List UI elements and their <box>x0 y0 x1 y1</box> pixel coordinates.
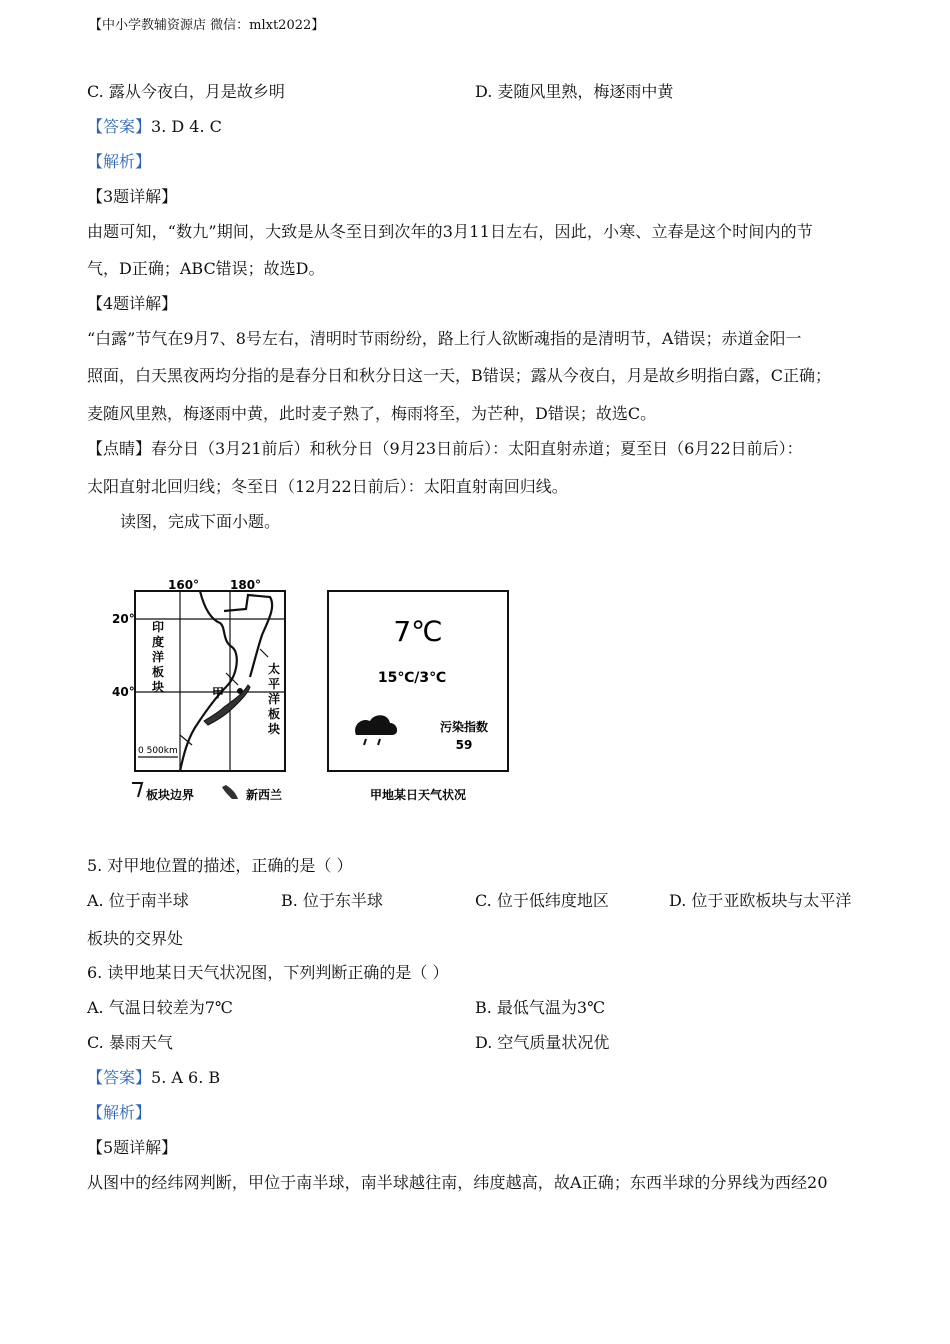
option-d: D. 麦随风里熟，梅逐雨中黄 <box>475 82 674 101</box>
point-jia-label: 甲 <box>212 686 225 700</box>
lat-40-label: 40° <box>112 685 135 699</box>
figure-svg <box>100 545 550 830</box>
q6-option-b: B. 最低气温为3℃ <box>475 998 606 1017</box>
analysis-tag: 【解析】 <box>87 1103 152 1122</box>
pollution-value: 59 <box>455 738 473 752</box>
answer-text: 5. A 6. B <box>151 1068 221 1087</box>
answer-line-1 <box>87 117 222 137</box>
plate-left-char: 板 <box>151 665 165 679</box>
answer-tag: 【答案】 <box>87 1068 152 1087</box>
weather-temp: 7℃ <box>393 615 443 648</box>
pollution-label: 污染指数 <box>439 720 489 734</box>
plate-right-label <box>268 661 280 736</box>
q4-detail-line3: 麦随风里熟，梅逐雨中黄，此时麦子熟了，梅雨将至，为芒种，D错误；故选C。 <box>87 404 657 423</box>
analysis-tag: 【解析】 <box>87 152 152 171</box>
q3-detail-title: 【3题详解】 <box>87 187 178 206</box>
plate-right-char: 板 <box>267 707 281 721</box>
intro-text: 读图，完成下面小题。 <box>120 512 281 531</box>
q5-stem: 5. 对甲地位置的描述，正确的是（ ） <box>87 856 353 875</box>
q5-option-d-cont: 板块的交界处 <box>87 929 184 948</box>
answer-text: 3. D 4. C <box>151 117 222 136</box>
answer-tag: 【答案】 <box>87 117 152 136</box>
weather-range: 15℃/3℃ <box>377 670 447 686</box>
plate-boundary-upper <box>224 595 272 677</box>
rain-cloud-icon <box>355 715 397 735</box>
q5-detail-title: 【5题详解】 <box>87 1138 178 1157</box>
plate-right-char: 平 <box>267 677 281 691</box>
option-c: C. 露从今夜白，月是故乡明 <box>87 82 285 101</box>
tip-line1: 【点睛】春分日（3月21前后）和秋分日（9月23日前后）：太阳直射赤道；夏至日（6月22日前后）： <box>87 439 803 458</box>
q4-detail-line1: “白露”节气在9月7、8号左右，清明时节雨纷纷，路上行人欲断魂指的是清明节，A错误；赤道金阳一 <box>87 329 802 348</box>
q6-option-d: D. 空气质量状况优 <box>475 1033 610 1052</box>
q3-detail-line2: 气，D正确；ABC错误；故选D。 <box>87 259 325 278</box>
arrow-left <box>226 673 238 685</box>
rain-drop <box>364 739 366 745</box>
legend-boundary-label: 板块边界 <box>146 788 195 802</box>
boundary-legend-icon <box>132 783 142 797</box>
plate-right-char: 块 <box>267 722 281 736</box>
q4-detail-line2: 照面，白天黑夜两均分指的是春分日和秋分日这一天，B错误；露从今夜白，月是故乡明指白露，C正确； <box>87 366 832 385</box>
arrow-right <box>260 649 268 657</box>
lat-20-label: 20° <box>112 612 135 626</box>
plate-left-char: 洋 <box>151 650 165 664</box>
page-header: 【中小学教辅资源店 微信：mlxt2022】 <box>89 18 325 33</box>
q3-detail-line1: 由题可知，“数九”期间，大致是从冬至日到次年的3月11日左右，因此，小寒、立春是这个时间内的节 <box>87 222 813 241</box>
rain-drop <box>378 739 380 745</box>
nz-legend-icon <box>222 785 238 799</box>
q6-option-c: C. 暴雨天气 <box>87 1033 173 1052</box>
point-jia-marker <box>237 688 243 694</box>
weather-caption: 甲地某日天气状况 <box>369 788 467 802</box>
plate-left-char: 块 <box>151 680 165 694</box>
scale-label: 0 500km <box>138 746 178 756</box>
plate-boundary-line <box>180 591 237 771</box>
lon-180-label: 180° <box>230 578 262 592</box>
plate-left-char: 印 <box>151 620 165 634</box>
q6-option-a: A. 气温日较差为7℃ <box>87 998 233 1017</box>
plate-left-label <box>152 619 164 694</box>
q5-option-b: B. 位于东半球 <box>281 891 383 910</box>
lon-160-label: 160° <box>168 578 200 592</box>
q5-option-d: D. 位于亚欧板块与太平洋 <box>669 891 852 910</box>
tip-line2: 太阳直射北回归线；冬至日（12月22日前后）：太阳直射南回归线。 <box>87 477 568 496</box>
q6-stem: 6. 读甲地某日天气状况图，下列判断正确的是（ ） <box>87 963 449 982</box>
map-and-weather-figure <box>100 545 550 834</box>
plate-left-char: 度 <box>151 635 165 649</box>
plate-right-char: 洋 <box>267 692 281 706</box>
legend-nz-label: 新西兰 <box>246 788 283 802</box>
plate-right-char: 太 <box>267 662 281 676</box>
q5-option-a: A. 位于南半球 <box>87 891 189 910</box>
answer-line-2 <box>87 1068 220 1088</box>
q5-option-c: C. 位于低纬度地区 <box>475 891 609 910</box>
q4-detail-title: 【4题详解】 <box>87 294 178 313</box>
q5-detail-line1: 从图中的经纬网判断，甲位于南半球，南半球越往南，纬度越高，故A正确；东西半球的分界线为西经20 <box>87 1173 828 1192</box>
